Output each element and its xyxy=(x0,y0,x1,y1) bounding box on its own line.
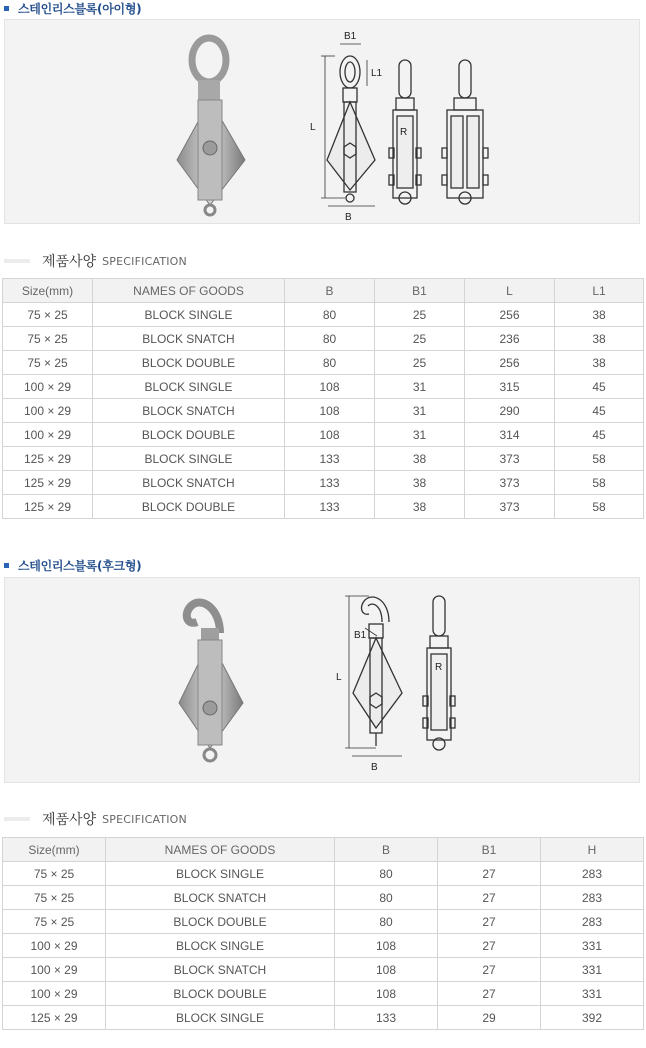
table-row xyxy=(3,886,644,910)
eye-block-photo xyxy=(177,38,245,215)
spec-title-en: SPECIFICATION xyxy=(102,254,187,268)
cell: 38 xyxy=(555,327,644,351)
cell: 133 xyxy=(285,495,375,519)
cell: 100 × 29 xyxy=(3,399,93,423)
section1-spec-table xyxy=(2,278,644,519)
cell: 80 xyxy=(285,351,375,375)
section2-title xyxy=(4,557,141,573)
col-header-l1: L1 xyxy=(555,279,644,303)
table-row xyxy=(3,447,644,471)
hook-block-illustration xyxy=(5,578,639,782)
dim-label-b: B xyxy=(345,212,352,223)
cell: 31 xyxy=(375,423,465,447)
table-row xyxy=(3,327,644,351)
cell: 392 xyxy=(541,1006,644,1030)
col-header-name: NAMES OF GOODS xyxy=(106,838,335,862)
dim-label-r: R xyxy=(435,662,443,673)
hook-block-drawing-side xyxy=(423,596,455,750)
cell: BLOCK DOUBLE xyxy=(93,351,285,375)
cell: 27 xyxy=(438,958,541,982)
cell: 125 × 29 xyxy=(3,471,93,495)
cell: BLOCK DOUBLE xyxy=(106,910,335,934)
cell: 373 xyxy=(465,447,555,471)
cell: BLOCK SINGLE xyxy=(106,934,335,958)
eye-block-drawing-front xyxy=(321,44,375,206)
cell: 31 xyxy=(375,399,465,423)
cell: 80 xyxy=(285,327,375,351)
cell: 283 xyxy=(541,862,644,886)
cell: 27 xyxy=(438,982,541,1006)
spec-title-ko: 제품사양 xyxy=(42,812,97,828)
table-row xyxy=(3,375,644,399)
cell: BLOCK DOUBLE xyxy=(106,982,335,1006)
cell: BLOCK SINGLE xyxy=(93,303,285,327)
dim-label-l1: L1 xyxy=(371,68,383,79)
cell: 314 xyxy=(465,423,555,447)
cell: 373 xyxy=(465,495,555,519)
cell: 75 × 25 xyxy=(3,886,106,910)
heading-bar xyxy=(4,259,30,263)
section2-spec-table xyxy=(2,837,644,1030)
cell: 108 xyxy=(285,423,375,447)
cell: BLOCK SNATCH xyxy=(106,886,335,910)
cell: 256 xyxy=(465,303,555,327)
cell: BLOCK SNATCH xyxy=(93,471,285,495)
table-row xyxy=(3,495,644,519)
cell: 38 xyxy=(375,471,465,495)
table-row xyxy=(3,351,644,375)
cell: 133 xyxy=(335,1006,438,1030)
cell: 331 xyxy=(541,982,644,1006)
cell: 58 xyxy=(555,471,644,495)
cell: 100 × 29 xyxy=(3,934,106,958)
section2-image-box xyxy=(4,577,640,783)
hook-block-photo xyxy=(179,602,243,761)
cell: 27 xyxy=(438,886,541,910)
cell: 108 xyxy=(335,982,438,1006)
cell: BLOCK SINGLE xyxy=(106,1006,335,1030)
section1-spec-heading xyxy=(4,249,187,273)
spec-title-en: SPECIFICATION xyxy=(102,812,187,826)
cell: 373 xyxy=(465,471,555,495)
col-header-size: Size(mm) xyxy=(3,838,106,862)
table-header-row xyxy=(3,279,644,303)
cell: 31 xyxy=(375,375,465,399)
col-header-b1: B1 xyxy=(375,279,465,303)
cell: BLOCK SNATCH xyxy=(106,958,335,982)
dim-label-r: R xyxy=(400,127,408,138)
cell: 58 xyxy=(555,447,644,471)
cell: BLOCK DOUBLE xyxy=(93,423,285,447)
cell: 100 × 29 xyxy=(3,982,106,1006)
cell: 25 xyxy=(375,327,465,351)
cell: 108 xyxy=(285,399,375,423)
table-row xyxy=(3,934,644,958)
cell: 108 xyxy=(335,934,438,958)
col-header-size: Size(mm) xyxy=(3,279,93,303)
cell: 125 × 29 xyxy=(3,495,93,519)
cell: 25 xyxy=(375,351,465,375)
section1-title xyxy=(4,0,141,16)
col-header-b: B xyxy=(335,838,438,862)
cell: 80 xyxy=(335,910,438,934)
col-header-b1: B1 xyxy=(438,838,541,862)
cell: 236 xyxy=(465,327,555,351)
cell: 100 × 29 xyxy=(3,423,93,447)
cell: BLOCK SINGLE xyxy=(93,375,285,399)
cell: BLOCK SNATCH xyxy=(93,327,285,351)
cell: 58 xyxy=(555,495,644,519)
cell: 283 xyxy=(541,886,644,910)
table-header-row xyxy=(3,838,644,862)
cell: 75 × 25 xyxy=(3,327,93,351)
cell: 80 xyxy=(335,886,438,910)
dim-label-b1: B1 xyxy=(344,31,357,42)
cell: 75 × 25 xyxy=(3,303,93,327)
cell: 80 xyxy=(335,862,438,886)
cell: 45 xyxy=(555,399,644,423)
dim-label-b: B xyxy=(371,762,378,773)
bullet-icon xyxy=(4,6,9,11)
cell: 45 xyxy=(555,423,644,447)
section1-title-text: 스테인리스블록(아이형) xyxy=(18,1,142,16)
table-row xyxy=(3,471,644,495)
cell: 100 × 29 xyxy=(3,958,106,982)
cell: 133 xyxy=(285,471,375,495)
section2-spec-heading xyxy=(4,807,187,831)
hook-block-drawing-front xyxy=(345,596,402,756)
col-header-b: B xyxy=(285,279,375,303)
col-header-l: L xyxy=(465,279,555,303)
section1-image-box xyxy=(4,19,640,224)
table-row xyxy=(3,910,644,934)
spec-title-ko: 제품사양 xyxy=(42,254,97,270)
cell: 27 xyxy=(438,862,541,886)
col-header-h: H xyxy=(541,838,644,862)
cell: 75 × 25 xyxy=(3,910,106,934)
cell: 331 xyxy=(541,934,644,958)
cell: 256 xyxy=(465,351,555,375)
cell: 38 xyxy=(375,495,465,519)
bullet-icon xyxy=(4,563,9,568)
col-header-name: NAMES OF GOODS xyxy=(93,279,285,303)
table-row xyxy=(3,982,644,1006)
eye-block-drawing-double xyxy=(442,60,488,204)
cell: BLOCK SINGLE xyxy=(106,862,335,886)
cell: 125 × 29 xyxy=(3,447,93,471)
table-row xyxy=(3,303,644,327)
cell: 38 xyxy=(555,351,644,375)
cell: 108 xyxy=(285,375,375,399)
cell: 25 xyxy=(375,303,465,327)
cell: 315 xyxy=(465,375,555,399)
table-row xyxy=(3,958,644,982)
cell: 45 xyxy=(555,375,644,399)
cell: 80 xyxy=(285,303,375,327)
cell: 38 xyxy=(555,303,644,327)
cell: 290 xyxy=(465,399,555,423)
cell: 125 × 29 xyxy=(3,1006,106,1030)
cell: 100 × 29 xyxy=(3,375,93,399)
cell: 27 xyxy=(438,934,541,958)
eye-block-illustration xyxy=(5,20,639,223)
cell: 75 × 25 xyxy=(3,862,106,886)
cell: 133 xyxy=(285,447,375,471)
cell: 38 xyxy=(375,447,465,471)
cell: BLOCK SNATCH xyxy=(93,399,285,423)
dim-label-b1: B1 xyxy=(354,630,367,641)
cell: 108 xyxy=(335,958,438,982)
cell: 75 × 25 xyxy=(3,351,93,375)
table-row xyxy=(3,862,644,886)
cell: BLOCK SINGLE xyxy=(93,447,285,471)
dim-label-l: L xyxy=(310,122,316,133)
cell: 27 xyxy=(438,910,541,934)
cell: 283 xyxy=(541,910,644,934)
table-row xyxy=(3,1006,644,1030)
table-row xyxy=(3,423,644,447)
table-row xyxy=(3,399,644,423)
section2-title-text: 스테인리스블록(후크형) xyxy=(18,558,142,573)
dim-label-l: L xyxy=(336,672,342,683)
cell: 29 xyxy=(438,1006,541,1030)
cell: 331 xyxy=(541,958,644,982)
cell: BLOCK DOUBLE xyxy=(93,495,285,519)
heading-bar xyxy=(4,817,30,821)
